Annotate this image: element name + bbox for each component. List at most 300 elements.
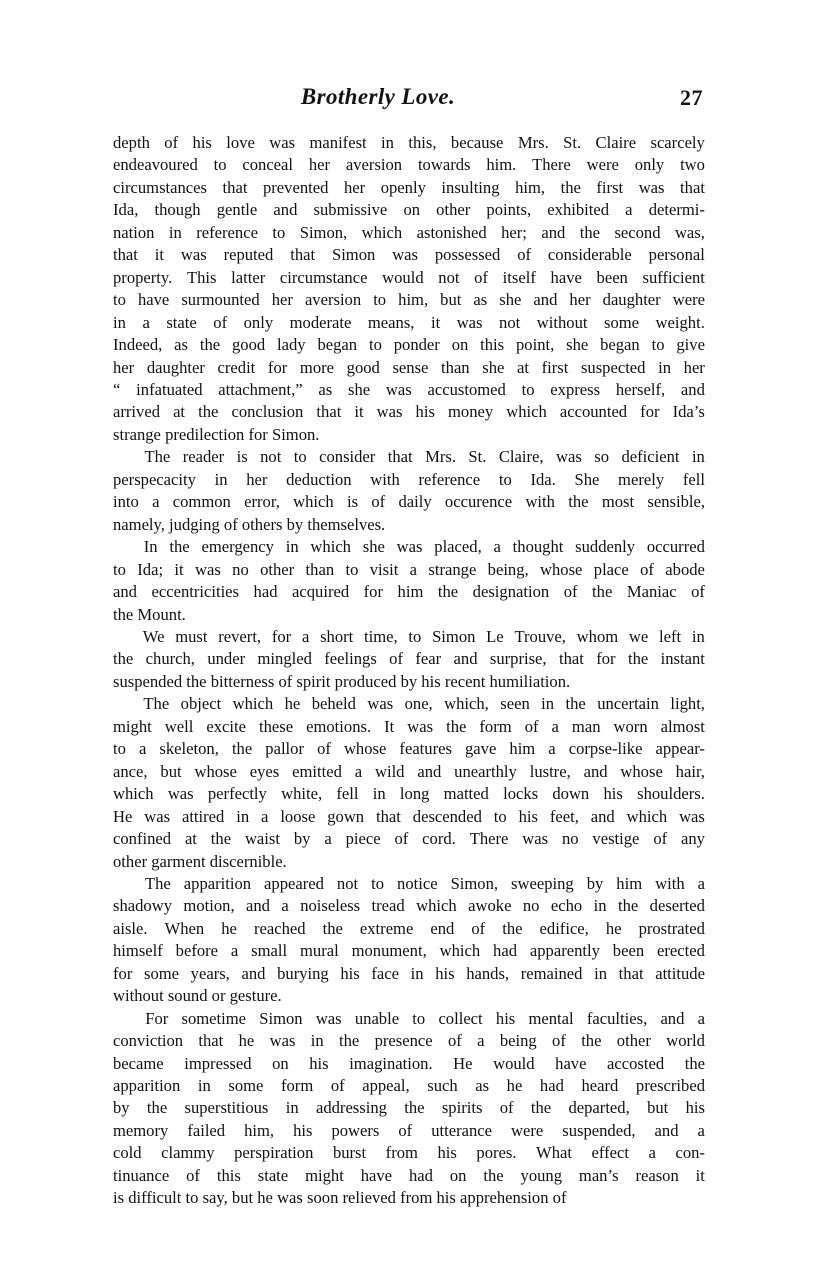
text-line bbox=[113, 1030, 705, 1052]
word: him, bbox=[515, 177, 546, 197]
word: loose bbox=[280, 806, 316, 826]
word: have bbox=[550, 267, 582, 287]
word: prostrated bbox=[638, 918, 705, 938]
word: and bbox=[113, 582, 137, 602]
word: she bbox=[499, 290, 522, 310]
word: arrived bbox=[113, 402, 160, 422]
word: the bbox=[231, 739, 253, 759]
text-line bbox=[113, 895, 705, 917]
word: He bbox=[113, 806, 133, 826]
word: was bbox=[679, 806, 705, 826]
word: abode bbox=[665, 559, 705, 579]
word: The bbox=[143, 694, 170, 714]
word: she bbox=[482, 357, 505, 377]
word: than bbox=[305, 559, 335, 579]
word: she bbox=[566, 335, 589, 355]
word: Maniac bbox=[626, 582, 677, 602]
word: not bbox=[336, 873, 359, 893]
word: whose bbox=[620, 761, 663, 781]
word: effect bbox=[591, 1143, 629, 1163]
text-line bbox=[113, 738, 705, 760]
word: shadowy bbox=[113, 896, 172, 916]
word: the bbox=[560, 177, 581, 197]
word: apparition bbox=[183, 873, 252, 893]
word: was bbox=[456, 312, 483, 332]
word: have bbox=[360, 1165, 393, 1185]
word: the bbox=[565, 694, 586, 714]
word: gave bbox=[465, 739, 497, 759]
word: scarcely bbox=[650, 133, 705, 152]
word: for bbox=[267, 357, 288, 377]
text-line bbox=[113, 289, 705, 311]
word: emergency bbox=[201, 537, 274, 557]
word: The bbox=[144, 873, 171, 893]
word: must bbox=[175, 626, 208, 646]
word: to bbox=[651, 335, 665, 355]
word: no bbox=[561, 829, 579, 849]
word: There bbox=[532, 155, 571, 175]
word: appear- bbox=[655, 739, 705, 759]
word: him bbox=[397, 582, 424, 602]
word: the bbox=[579, 222, 601, 242]
word: the bbox=[169, 537, 190, 557]
word: possessed bbox=[434, 245, 501, 265]
word: deserted bbox=[649, 896, 705, 916]
word: fell bbox=[336, 784, 359, 804]
paragraph-indent bbox=[113, 626, 132, 648]
word: shoulders. bbox=[637, 784, 705, 804]
word: suspected bbox=[580, 357, 646, 377]
word: Claire, bbox=[498, 447, 544, 467]
word: more bbox=[299, 357, 335, 377]
word: her bbox=[569, 290, 591, 310]
word: visit bbox=[369, 559, 399, 579]
word: his bbox=[415, 402, 435, 422]
word: remained bbox=[520, 963, 583, 983]
word: her bbox=[246, 469, 268, 489]
word: short bbox=[320, 626, 354, 646]
word: other bbox=[436, 200, 471, 220]
text-line bbox=[113, 693, 705, 715]
word: but bbox=[160, 761, 182, 781]
word: we bbox=[628, 626, 649, 646]
word: that bbox=[618, 963, 644, 983]
word: a bbox=[409, 559, 418, 579]
word: of bbox=[389, 649, 403, 669]
word: error, bbox=[244, 492, 280, 512]
word: himself bbox=[113, 941, 163, 961]
word: For bbox=[145, 1008, 169, 1028]
word: attired bbox=[181, 806, 225, 826]
text-line bbox=[113, 379, 705, 401]
word: had bbox=[408, 1165, 433, 1185]
word: she bbox=[347, 379, 371, 399]
word: might bbox=[113, 716, 152, 736]
text-line bbox=[113, 559, 705, 581]
word: it bbox=[174, 559, 184, 579]
word: suddenly bbox=[575, 537, 636, 557]
word: and bbox=[660, 1008, 685, 1028]
paragraph bbox=[113, 626, 705, 693]
word: began bbox=[317, 335, 358, 355]
word: was bbox=[385, 379, 412, 399]
word: monument, bbox=[351, 941, 427, 961]
word: world bbox=[666, 1031, 705, 1051]
text-line: the Mount. bbox=[113, 604, 186, 624]
word: perfectly bbox=[207, 784, 267, 804]
word: reader bbox=[182, 447, 225, 467]
word: astonished bbox=[416, 222, 487, 242]
text-line: strange predilection for Simon. bbox=[113, 424, 320, 444]
word: not bbox=[499, 312, 521, 332]
word: ance, bbox=[113, 761, 148, 781]
word: money bbox=[447, 402, 494, 422]
word: his bbox=[293, 1120, 313, 1140]
word: accustomed bbox=[427, 379, 506, 399]
word: in bbox=[593, 896, 607, 916]
word: to bbox=[368, 335, 382, 355]
word: in bbox=[285, 537, 299, 557]
word: skeleton, bbox=[159, 739, 219, 759]
word: strange bbox=[428, 559, 477, 579]
word: church, bbox=[145, 649, 195, 669]
word: was bbox=[556, 447, 582, 467]
word: property. bbox=[113, 267, 173, 287]
word: revert, bbox=[218, 626, 262, 646]
word: a bbox=[230, 941, 239, 961]
word: this bbox=[480, 335, 505, 355]
word: of bbox=[164, 133, 179, 152]
word: of bbox=[653, 829, 668, 849]
word: his bbox=[603, 784, 623, 804]
word: some bbox=[604, 312, 640, 332]
word: prescribed bbox=[635, 1076, 705, 1096]
word: than bbox=[441, 357, 470, 377]
word: Mrs. bbox=[517, 133, 549, 152]
word: well bbox=[164, 716, 194, 736]
word: fell bbox=[682, 469, 705, 489]
word: worn bbox=[613, 716, 648, 736]
word: was bbox=[522, 829, 549, 849]
word: considerable bbox=[547, 245, 632, 265]
word: departed, bbox=[568, 1098, 630, 1118]
word: attachment,” bbox=[218, 379, 303, 399]
word: sufficient bbox=[642, 267, 705, 287]
word: and bbox=[590, 806, 615, 826]
word: aisle. bbox=[113, 918, 148, 938]
word: instant bbox=[660, 649, 705, 669]
page-number: 27 bbox=[680, 85, 703, 110]
word: the bbox=[617, 896, 639, 916]
word: manifest bbox=[309, 133, 367, 152]
word: is bbox=[346, 492, 359, 512]
text-line: other garment discernible. bbox=[113, 851, 287, 871]
word: cold bbox=[113, 1143, 142, 1163]
word: unearthly bbox=[454, 761, 517, 781]
word: were bbox=[511, 1120, 544, 1140]
word: were bbox=[586, 155, 619, 175]
word: a bbox=[551, 716, 559, 736]
word: was bbox=[407, 716, 434, 736]
word: excite bbox=[206, 716, 246, 736]
word: his bbox=[518, 806, 538, 826]
word: on bbox=[451, 335, 469, 355]
word: these bbox=[258, 716, 294, 736]
word: the bbox=[404, 1098, 425, 1118]
word: was, bbox=[674, 222, 705, 242]
word: a bbox=[301, 626, 310, 646]
word: a bbox=[625, 200, 633, 220]
word: and bbox=[417, 761, 442, 781]
word: was bbox=[180, 245, 207, 265]
word: a bbox=[697, 1008, 705, 1028]
word: sometime bbox=[181, 1008, 247, 1028]
word: the bbox=[446, 716, 467, 736]
word: appeared bbox=[264, 873, 324, 893]
text-line bbox=[113, 312, 705, 334]
word: feet, bbox=[549, 806, 579, 826]
word: aversion bbox=[345, 155, 403, 175]
word: been bbox=[612, 941, 645, 961]
word: years, bbox=[190, 963, 230, 983]
word: man bbox=[571, 716, 601, 736]
word: merely bbox=[618, 469, 665, 489]
word: memory bbox=[113, 1120, 169, 1140]
word: noiseless bbox=[300, 896, 361, 916]
word: to bbox=[498, 469, 512, 489]
word: “ bbox=[113, 379, 121, 399]
word: he bbox=[506, 1076, 523, 1096]
text-line bbox=[113, 918, 705, 940]
word: in bbox=[410, 963, 424, 983]
text-line bbox=[113, 491, 705, 513]
word: it bbox=[430, 312, 441, 332]
word: whose bbox=[194, 761, 237, 781]
word: for bbox=[640, 402, 660, 422]
word: for bbox=[113, 963, 133, 983]
word: the bbox=[684, 1053, 705, 1073]
word: and bbox=[533, 290, 558, 310]
word: whose bbox=[343, 739, 387, 759]
text-line bbox=[113, 177, 705, 199]
word: sensible, bbox=[647, 492, 705, 512]
word: Simon bbox=[331, 245, 376, 265]
word: aversion bbox=[304, 290, 362, 310]
word: in bbox=[658, 357, 672, 377]
word: that bbox=[376, 806, 401, 826]
word: good bbox=[346, 357, 380, 377]
word: gown bbox=[327, 806, 365, 826]
word: him, bbox=[398, 290, 429, 310]
word: Simon bbox=[432, 626, 476, 646]
paragraph bbox=[113, 446, 705, 536]
word: depth bbox=[113, 133, 150, 152]
word: of bbox=[186, 1165, 200, 1185]
word: white, bbox=[281, 784, 323, 804]
text-line bbox=[113, 783, 705, 805]
word: him, bbox=[244, 1120, 275, 1140]
word: in bbox=[197, 1076, 211, 1096]
text-line: namely, judging of others by themselves. bbox=[113, 514, 386, 534]
word: Mrs. bbox=[425, 447, 456, 467]
word: pores. bbox=[476, 1143, 517, 1163]
word: to bbox=[272, 222, 286, 242]
text-line bbox=[113, 1120, 705, 1142]
word: a bbox=[477, 1031, 485, 1051]
word: feelings bbox=[324, 649, 377, 669]
word: Ida’s bbox=[672, 402, 705, 422]
word: which bbox=[506, 402, 547, 422]
word: burying bbox=[277, 963, 329, 983]
word: the bbox=[627, 649, 649, 669]
text-line bbox=[113, 963, 705, 985]
word: he bbox=[238, 1031, 255, 1051]
paragraph-indent bbox=[113, 536, 132, 558]
word: had bbox=[493, 941, 518, 961]
word: latter bbox=[231, 267, 266, 287]
word: express bbox=[550, 379, 601, 399]
word: of bbox=[640, 559, 654, 579]
word: because bbox=[450, 133, 504, 152]
word: other bbox=[260, 559, 295, 579]
word: end bbox=[430, 918, 455, 938]
word: a bbox=[281, 896, 289, 916]
word: to bbox=[521, 379, 535, 399]
word: and bbox=[541, 222, 566, 242]
word: began bbox=[600, 335, 640, 355]
word: spirits bbox=[441, 1098, 483, 1118]
word: powers bbox=[331, 1120, 380, 1140]
word: whom bbox=[576, 626, 619, 646]
word: it bbox=[695, 1165, 705, 1185]
word: waist bbox=[244, 829, 280, 849]
word: which, bbox=[444, 694, 489, 714]
word: towards bbox=[417, 155, 471, 175]
word: emitted bbox=[292, 761, 342, 781]
word: prevented bbox=[262, 177, 329, 197]
word: herself, bbox=[615, 379, 666, 399]
word: that bbox=[290, 245, 316, 265]
word: he bbox=[284, 694, 301, 714]
word: Simon, bbox=[299, 222, 348, 242]
word: she bbox=[362, 537, 385, 557]
word: the bbox=[146, 1098, 168, 1118]
word: left bbox=[659, 626, 682, 646]
word: him. bbox=[486, 155, 517, 175]
word: heard bbox=[581, 1076, 619, 1096]
word: of bbox=[213, 312, 228, 332]
word: was bbox=[269, 133, 296, 152]
word: occurred bbox=[646, 537, 705, 557]
word: itself bbox=[502, 267, 536, 287]
word: by bbox=[293, 829, 311, 849]
word: and bbox=[583, 761, 608, 781]
text-line bbox=[113, 581, 705, 603]
word: determi- bbox=[648, 200, 705, 220]
word: was bbox=[392, 245, 418, 265]
word: for bbox=[271, 626, 292, 646]
word: the bbox=[530, 1098, 552, 1118]
text-line: suspended the bitterness of spirit produced by his recent humiliation. bbox=[113, 671, 571, 691]
word: it bbox=[154, 245, 164, 265]
word: a bbox=[697, 873, 705, 893]
word: to bbox=[412, 1008, 426, 1028]
word: St. bbox=[468, 447, 487, 467]
word: reference bbox=[196, 222, 258, 242]
word: Ida, bbox=[113, 200, 139, 220]
word: accosted bbox=[607, 1053, 665, 1073]
word: conviction bbox=[113, 1031, 184, 1051]
word: the bbox=[113, 649, 134, 669]
word: in bbox=[310, 1031, 324, 1051]
word: which bbox=[361, 222, 403, 242]
word: with bbox=[370, 469, 400, 489]
text-line bbox=[113, 1053, 705, 1075]
word: a bbox=[324, 829, 332, 849]
paragraph-indent bbox=[113, 873, 132, 895]
word: it bbox=[354, 402, 364, 422]
word: When bbox=[164, 918, 205, 938]
text-line bbox=[113, 357, 705, 379]
word: the bbox=[210, 829, 232, 849]
word: collect bbox=[438, 1008, 483, 1028]
word: in bbox=[113, 312, 126, 332]
word: with bbox=[655, 873, 685, 893]
word: vestige bbox=[592, 829, 640, 849]
text-line bbox=[113, 469, 705, 491]
word: daughter bbox=[146, 357, 205, 377]
word: his bbox=[309, 1053, 329, 1073]
word: that bbox=[113, 245, 138, 265]
word: for bbox=[363, 582, 384, 602]
word: of bbox=[398, 1120, 413, 1140]
word: point, bbox=[515, 335, 555, 355]
word: any bbox=[681, 829, 705, 849]
word: love bbox=[226, 133, 255, 152]
text-line bbox=[113, 1097, 705, 1119]
word: no bbox=[522, 896, 540, 916]
word: such bbox=[427, 1076, 458, 1096]
word: Trouve, bbox=[514, 626, 566, 646]
word: down bbox=[552, 784, 590, 804]
text-line bbox=[113, 806, 705, 828]
word: her bbox=[343, 177, 366, 197]
word: second bbox=[614, 222, 661, 242]
word: though bbox=[154, 200, 201, 220]
word: some bbox=[228, 1076, 264, 1096]
word: Le bbox=[486, 626, 504, 646]
word: of bbox=[317, 739, 331, 759]
word: the bbox=[592, 582, 613, 602]
word: under bbox=[207, 649, 246, 669]
text-line bbox=[113, 244, 705, 266]
body-text-block bbox=[113, 132, 705, 1210]
word: as bbox=[473, 290, 488, 310]
word: a bbox=[152, 492, 160, 512]
word: to bbox=[213, 155, 227, 175]
word: his bbox=[340, 963, 360, 983]
word: at bbox=[516, 357, 529, 377]
word: consider bbox=[319, 447, 376, 467]
word: utterance bbox=[431, 1120, 493, 1140]
word: good bbox=[231, 335, 266, 355]
word: suspended, bbox=[562, 1120, 636, 1140]
text-line bbox=[113, 873, 705, 895]
word: In bbox=[143, 537, 158, 557]
text-line bbox=[113, 132, 705, 154]
word: Simon, bbox=[450, 873, 499, 893]
word: reputed bbox=[223, 245, 274, 265]
